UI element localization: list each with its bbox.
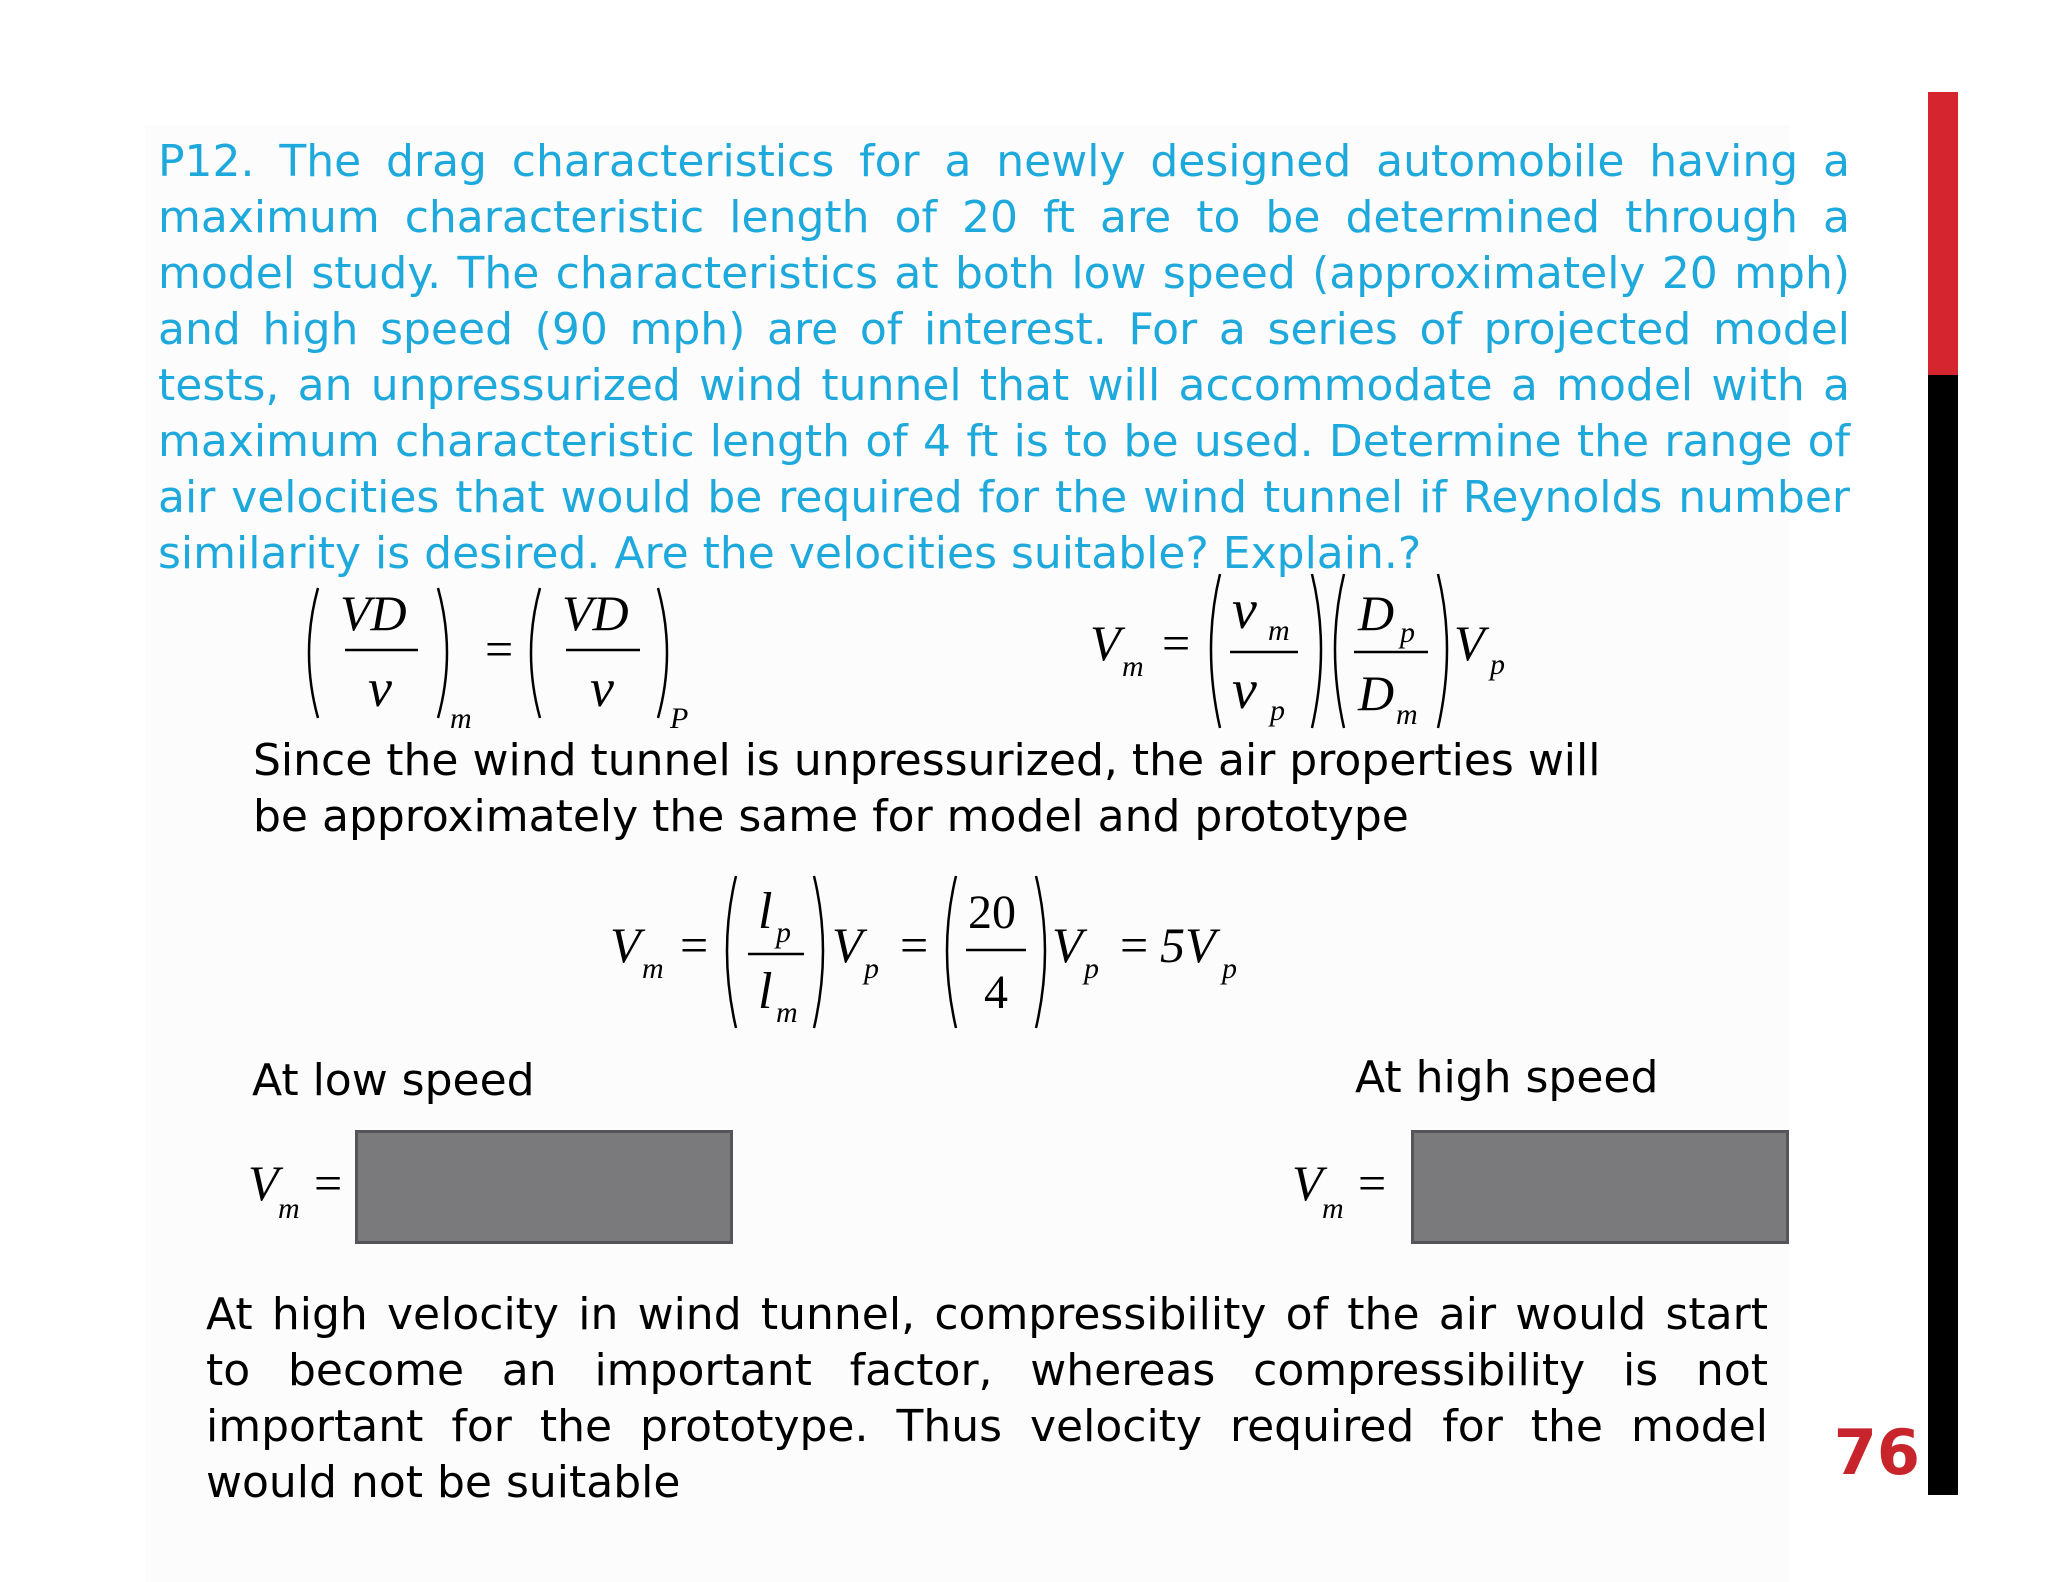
- svg-text:=: =: [485, 621, 514, 677]
- svg-text:=: =: [1162, 615, 1191, 671]
- svg-text:l: l: [758, 883, 773, 940]
- svg-text:m: m: [1122, 650, 1144, 683]
- low-speed-label: At low speed: [252, 1055, 535, 1106]
- svg-text:V: V: [1454, 615, 1485, 671]
- svg-text:VD: VD: [562, 585, 629, 641]
- vm-low-speed-equation: [248, 1150, 358, 1230]
- vm-high-speed-equation: [1292, 1150, 1402, 1230]
- low-speed-answer-mask: [355, 1130, 733, 1244]
- svg-text:V: V: [248, 1155, 279, 1211]
- svg-text:p: p: [1490, 648, 1505, 681]
- vm-ratio-equation: [610, 872, 1250, 1042]
- svg-text:ν: ν: [368, 658, 392, 718]
- svg-text:p: p: [1084, 952, 1099, 985]
- svg-text:ν: ν: [1232, 579, 1257, 641]
- svg-text:=: =: [314, 1155, 343, 1211]
- svg-text:=: =: [1358, 1155, 1387, 1211]
- svg-text:=: =: [900, 917, 929, 973]
- high-speed-answer-mask: [1411, 1130, 1789, 1244]
- svg-text:V: V: [610, 917, 641, 973]
- svg-text:=: =: [1120, 917, 1149, 973]
- svg-text:4: 4: [984, 966, 1008, 1019]
- svg-text:m: m: [1396, 698, 1418, 731]
- svg-text:ν: ν: [1232, 659, 1257, 721]
- svg-text:20: 20: [968, 886, 1016, 939]
- svg-text:V: V: [1052, 917, 1083, 973]
- svg-text:V: V: [1292, 1155, 1323, 1211]
- svg-text:m: m: [450, 702, 472, 735]
- svg-text:p: p: [776, 916, 791, 949]
- svg-text:l: l: [758, 963, 773, 1020]
- conclusion-paragraph: At high velocity in wind tunnel, compressibility of the air would start to become an important factor, whereas compressibility is not important for the prototype. Thus velocity required for the model would not be suitable: [206, 1289, 1768, 1508]
- svg-text:m: m: [1268, 614, 1290, 647]
- svg-text:V: V: [832, 917, 863, 973]
- svg-text:D: D: [1358, 585, 1395, 641]
- reynolds-similarity-equation: [300, 578, 700, 735]
- svg-text:p: p: [1270, 694, 1285, 727]
- vm-general-equation: [1090, 568, 1510, 738]
- air-properties-note: Since the wind tunnel is unpressurized, the air properties will be approximately the same for model and prototype: [253, 735, 1601, 842]
- svg-text:p: p: [864, 952, 879, 985]
- svg-text:V: V: [1090, 615, 1121, 671]
- page-number: 76: [1833, 1416, 1920, 1489]
- svg-text:VD: VD: [340, 585, 407, 641]
- problem-statement: P12. The drag characteristics for a newly designed automobile having a maximum characteristic length of 20 ft are to be determined through a model study. The characteristics at both low speed (approximately 20 mph) and high speed (90 mph) are of interest. For a series of projected model tests, an unpressurized wind tunnel that will accommodate a model with a maximum characteristic length of 4 ft is to be used. Determine the range of air velocities that would be required for the wind tunnel if Reynolds number similarity is desired. Are the velocities suitable? Explain.?: [158, 136, 1850, 579]
- svg-text:p: p: [1222, 952, 1237, 985]
- high-speed-label: At high speed: [1355, 1052, 1659, 1103]
- svg-text:m: m: [642, 952, 664, 985]
- side-bar-black: [1928, 375, 1958, 1495]
- svg-text:5V: 5V: [1160, 917, 1216, 973]
- svg-text:P: P: [670, 702, 689, 735]
- svg-text:m: m: [278, 1192, 300, 1225]
- side-bar-red: [1928, 92, 1958, 375]
- svg-text:ν: ν: [590, 658, 614, 718]
- svg-text:m: m: [1322, 1192, 1344, 1225]
- svg-text:=: =: [680, 917, 709, 973]
- svg-text:m: m: [776, 996, 798, 1029]
- svg-text:p: p: [1400, 616, 1415, 649]
- svg-text:D: D: [1358, 665, 1395, 721]
